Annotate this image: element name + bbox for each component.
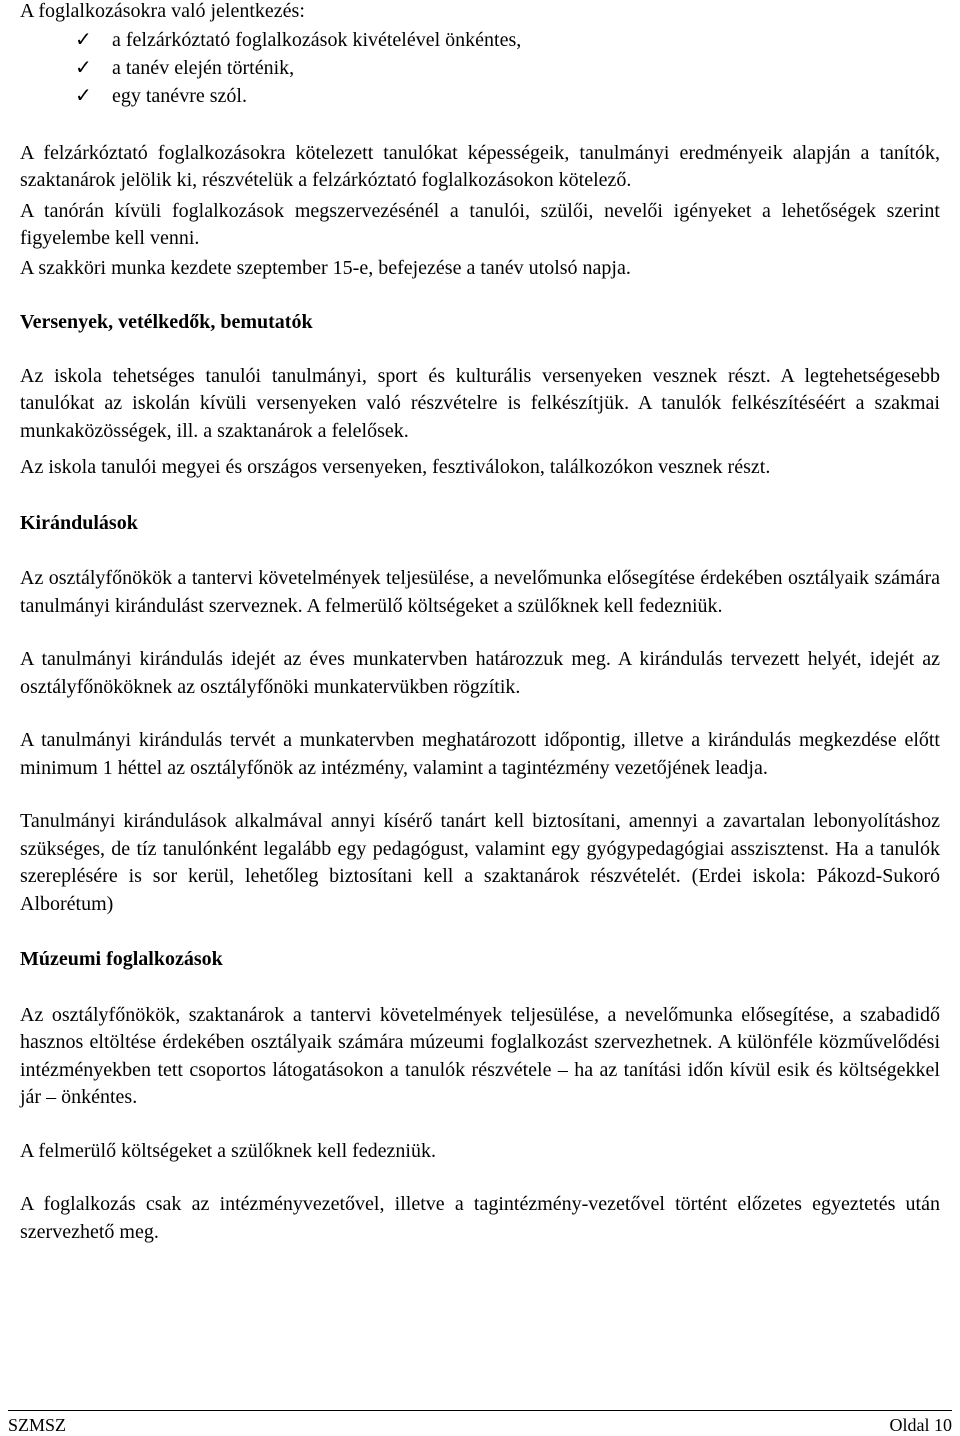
paragraph: Az iskola tanulói megyei és országos versenyeken, fesztiválokon, találkozókon vesznek részt. [20,456,771,478]
section-title-muzeumi: Múzeumi foglalkozások [20,948,223,970]
check-icon: ✓ [75,56,92,79]
list-item: ✓ egy tanévre szól. [75,82,940,110]
intro-heading: A foglalkozásokra való jelentkezés: [20,0,305,22]
document-page [20,0,940,1246]
check-icon: ✓ [75,28,92,51]
page-footer [8,1410,952,1436]
paragraph: A felzárkóztató foglalkozásokra kötelezett tanulókat képességeik, tanulmányi eredményeik alapján a tanítók, szaktanárok jelölik ki, részvételük a felzárkóztató foglalkozásokon kötelező. [20,141,940,191]
section-title-kirandulasok: Kirándulások [20,511,138,534]
section-title-versenyek: Versenyek, vetélkedők, bemutatók [20,311,313,333]
paragraph: Az osztályfőnökök a tantervi követelmények teljesülése, a nevelőmunka elősegítése érdekében osztályaik számára tanulmányi kirándulást szerveznek. A felmerülő költségeket a szülőknek kell fedezniük. [20,567,940,617]
paragraph: Tanulmányi kirándulások alkalmával annyi kísérő tanárt kell biztosítani, amennyi a zavartalan lebonyolításhoz szükséges, de tíz tanulónként legalább egy pedagógust, valamint egy gyógypedagógiai asszisztenst. Ha a tanulók szereplésére is sor kerül, lehetőleg biztosítani kell a szaktanárok részvételét. (Erdei iskola: Pákozd-Sukoró Alborétum) [20,810,940,915]
footer-doc-name: SZMSZ [8,1415,67,1435]
footer-page-number: Oldal 10 [889,1415,952,1435]
list-item: ✓ a tanév elején történik, [75,54,940,82]
paragraph: Az iskola tehetséges tanulói tanulmányi, sport és kulturális versenyeken vesznek részt. A legtehetségesebb tanulókat az iskolán kívüli versenyeken való részvételre is felkészítjük. A tanulók felkészítéséért a szakmai munkaközösségek, ill. a szaktanárok a felelősek. [20,364,940,442]
paragraph: A foglalkozás csak az intézményvezetővel, illetve a tagintézmény-vezetővel történt előzetes egyeztetés után szervezhető meg. [20,1193,940,1243]
check-icon: ✓ [75,84,92,107]
paragraph: A tanórán kívüli foglalkozások megszervezésénél a tanulói, szülői, nevelői igényeket a lehetőségek szerint figyelembe kell venni. [20,199,940,249]
paragraph: A tanulmányi kirándulás idejét az éves munkatervben határozzuk meg. A kirándulás tervezett helyét, idejét az osztályfőnököknek az osztályfőnöki munkatervükben rögzítik. [20,648,940,698]
intro-checklist [20,26,940,110]
paragraph: A tanulmányi kirándulás tervét a munkatervben meghatározott időpontig, illetve a kirándulás megkezdése előtt minimum 1 héttel az osztályfőnök az intézmény, valamint a tagintézmény vezetőjének leadja. [20,729,940,779]
paragraph: A felmerülő költségeket a szülőknek kell fedezniük. [20,1139,436,1162]
paragraph: Az osztályfőnökök, szaktanárok a tantervi követelmények teljesülése, a nevelőmunka elősegítése, a szabadidő hasznos eltöltése érdekében osztályaik számára múzeumi foglalkozást szervezhetnek. A különféle közművelődési intézményekben tett csoportos látogatásokon a tanulók részvétele – ha az tanítási időn kívül esik és költségekkel jár – önkéntes. [20,1003,940,1108]
list-item: ✓ a felzárkóztató foglalkozások kivételével önkéntes, [75,26,940,54]
paragraph: A szakköri munka kezdete szeptember 15-e, befejezése a tanév utolsó napja. [20,256,631,279]
